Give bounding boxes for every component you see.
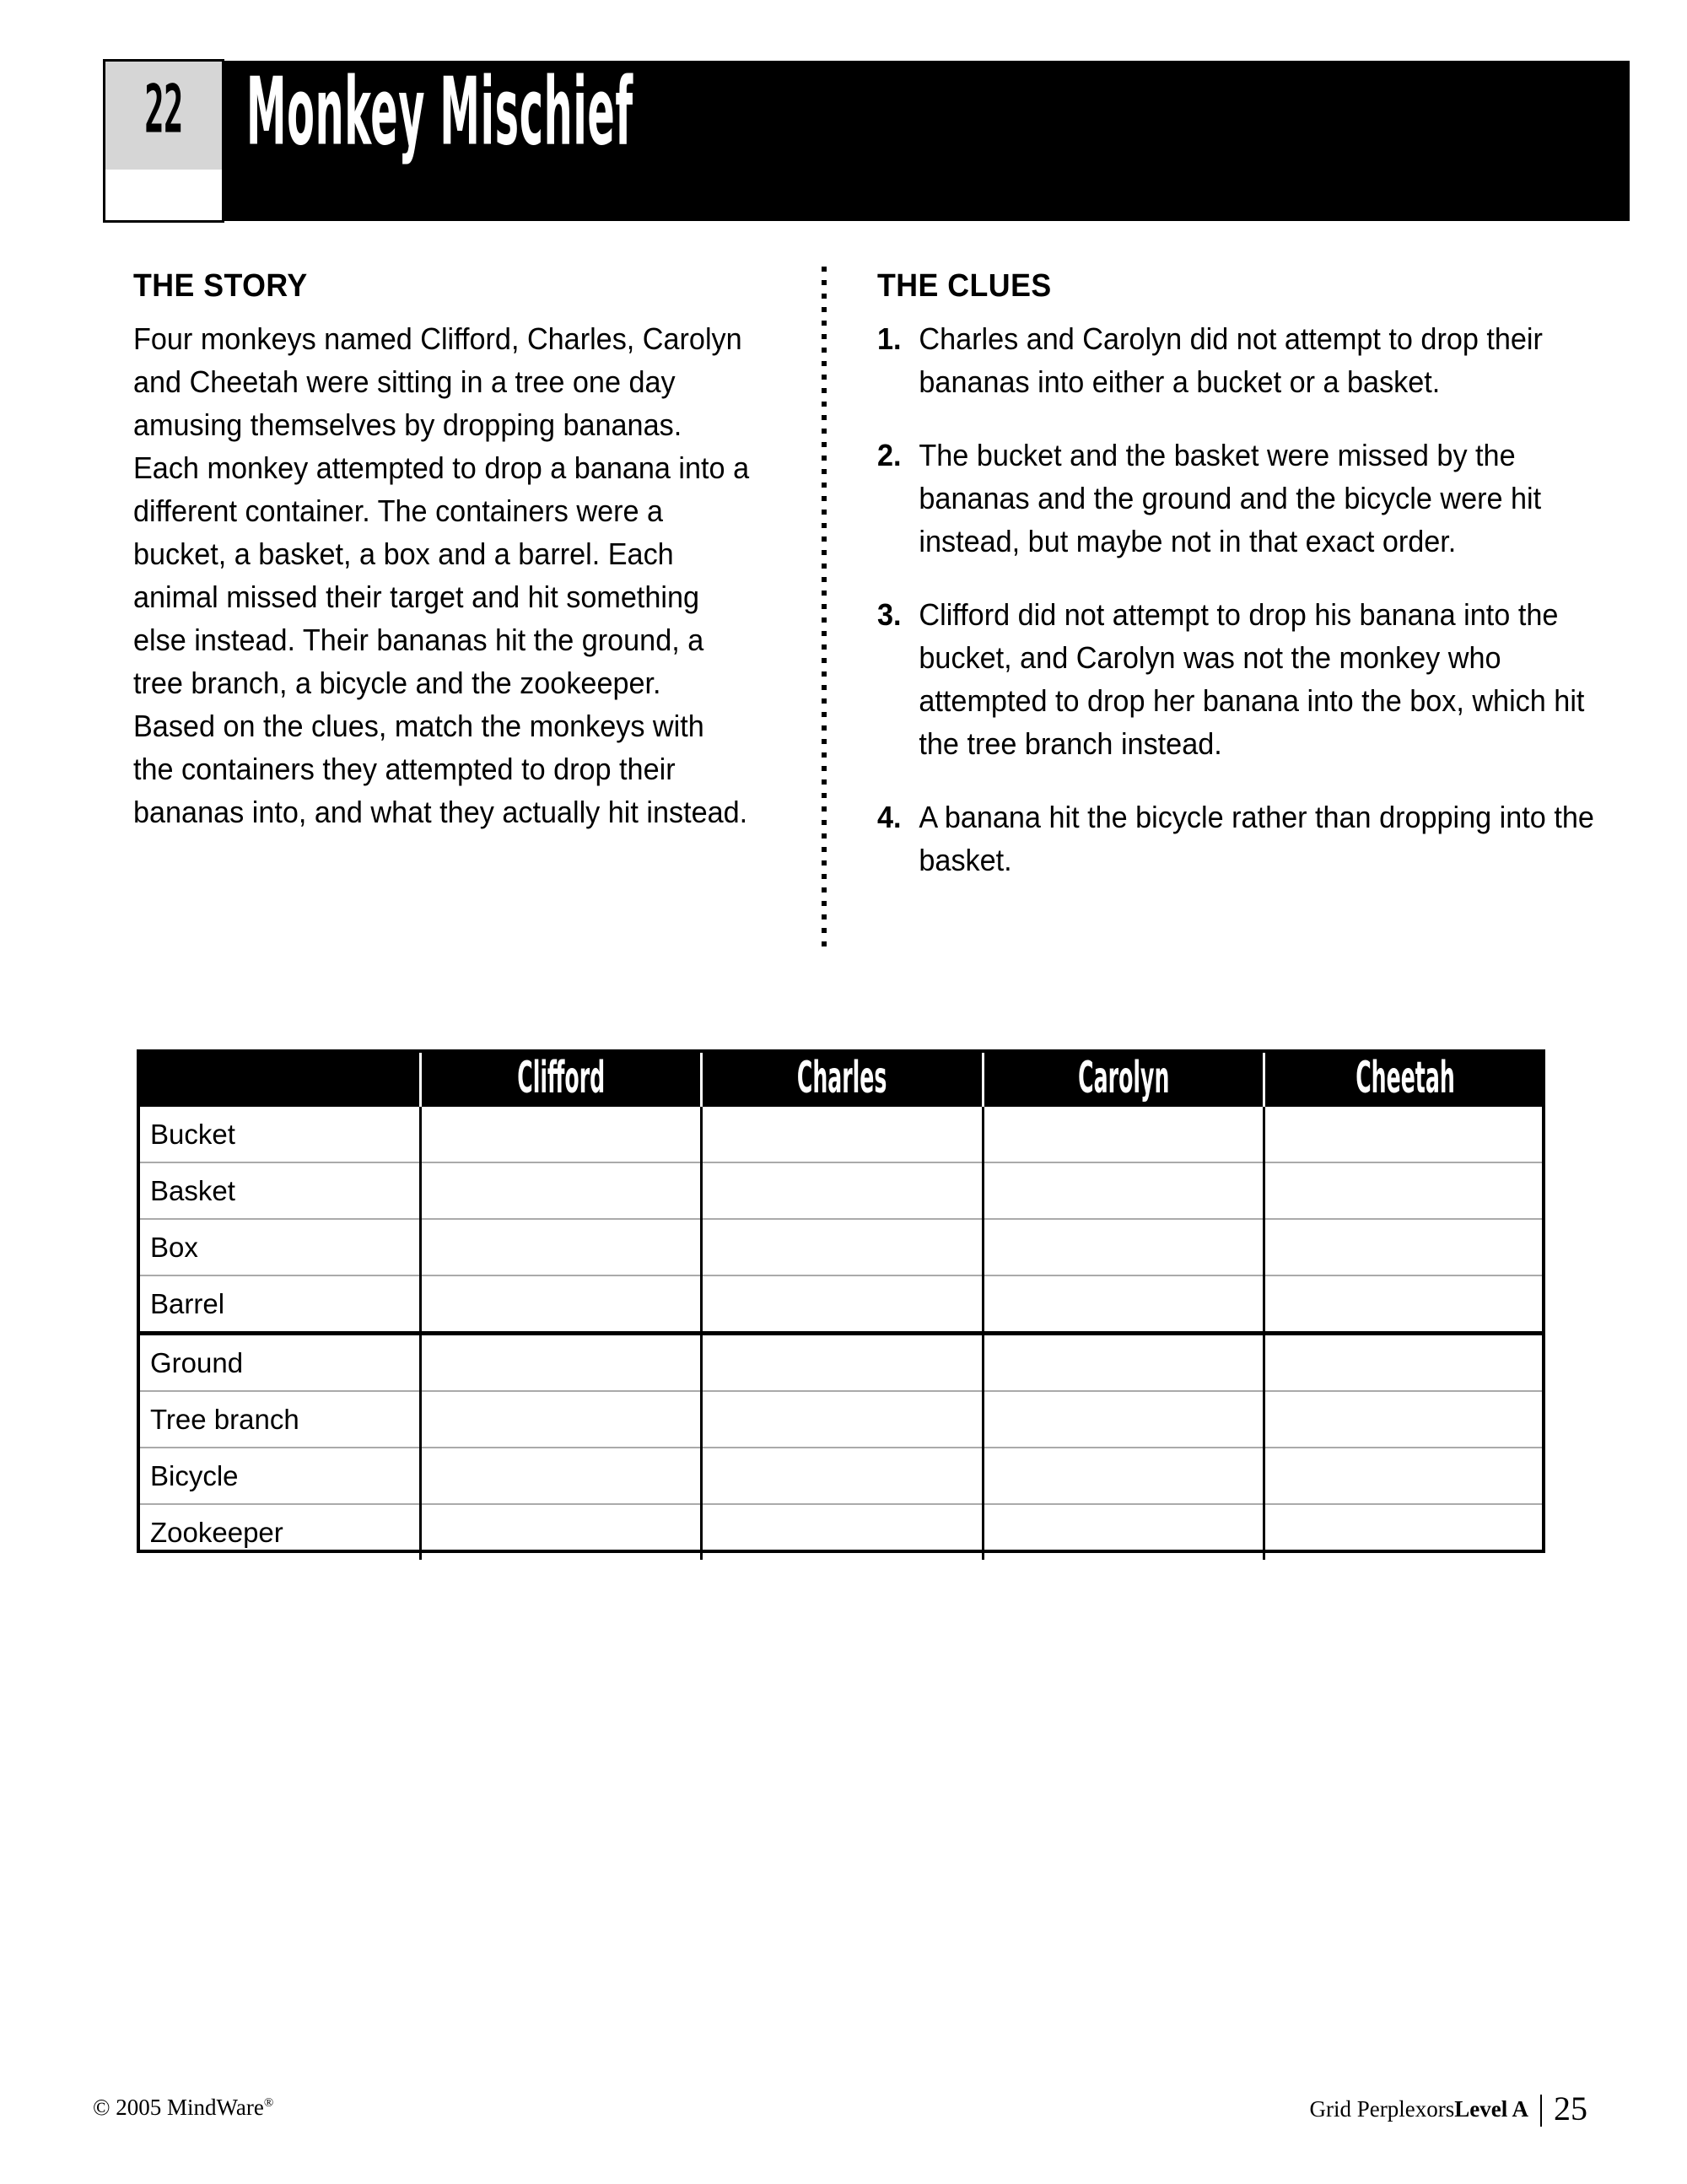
grid-column-header-carolyn: [983, 1049, 1264, 1107]
table-row: [137, 1391, 1545, 1448]
grid-cell[interactable]: [420, 1448, 701, 1504]
table-row: [137, 1275, 1545, 1334]
table-row: [137, 1448, 1545, 1504]
grid-cell[interactable]: [1264, 1219, 1545, 1275]
grid-row-label-bucket: Bucket: [137, 1107, 420, 1162]
story-heading: THE STORY: [133, 268, 308, 304]
grid-cell[interactable]: [702, 1219, 983, 1275]
grid-cell[interactable]: [983, 1275, 1264, 1334]
grid-cell[interactable]: [702, 1448, 983, 1504]
grid-cell[interactable]: [420, 1504, 701, 1560]
grid-cell[interactable]: [1264, 1448, 1545, 1504]
clue-item: [877, 317, 1616, 403]
grid-cell[interactable]: [983, 1448, 1264, 1504]
clue-text: Clifford did not attempt to drop his banana into the bucket, and Carolyn was not the monkey who attempted to drop her banana into the box, which hit the tree branch instead.: [919, 597, 1585, 761]
clue-text: Charles and Carolyn did not attempt to drop their bananas into either a bucket or a basket.: [919, 321, 1543, 399]
clue-text: The bucket and the basket were missed by the bananas and the ground and the bicycle were hit instead, but maybe not in that exact order.: [919, 438, 1542, 558]
table-row: [137, 1107, 1545, 1162]
grid-cell[interactable]: [983, 1334, 1264, 1392]
logic-grid-header: [137, 1049, 1545, 1107]
grid-row-label-barrel: Barrel: [137, 1275, 420, 1334]
page-number: 25: [1554, 2090, 1587, 2127]
grid-cell[interactable]: [702, 1107, 983, 1162]
clue-number: 3.: [877, 597, 902, 632]
clue-item: [877, 795, 1616, 882]
grid-row-label-tree-branch: Tree branch: [137, 1391, 420, 1448]
puzzle-number-label: 22: [144, 70, 183, 148]
clue-list: [877, 317, 1594, 882]
clue-item: [877, 593, 1616, 765]
footer-copyright-text: © 2005 MindWare: [93, 2095, 264, 2120]
grid-cell[interactable]: [420, 1391, 701, 1448]
grid-column-header-charles: [702, 1049, 983, 1107]
table-row: [137, 1334, 1545, 1392]
grid-row-label-bicycle: Bicycle: [137, 1448, 420, 1504]
grid-cell[interactable]: [702, 1162, 983, 1219]
table-row: [137, 1219, 1545, 1275]
clue-item: [877, 434, 1616, 563]
clue-number: 4.: [877, 800, 902, 834]
grid-column-header-clifford: [420, 1049, 701, 1107]
footer-level: Level A: [1454, 2095, 1528, 2122]
grid-row-label-box: Box: [137, 1219, 420, 1275]
grid-cell[interactable]: [420, 1275, 701, 1334]
grid-cell[interactable]: [1264, 1334, 1545, 1392]
grid-cell[interactable]: [420, 1162, 701, 1219]
puzzle-number-badge: [103, 59, 224, 223]
grid-cell[interactable]: [702, 1334, 983, 1392]
grid-corner-cell: [137, 1049, 420, 1107]
grid-cell[interactable]: [983, 1162, 1264, 1219]
clues-heading: THE CLUES: [877, 268, 1052, 304]
logic-grid-body: [137, 1107, 1545, 1560]
table-row: [137, 1162, 1545, 1219]
footer-series-info: [1310, 2092, 1587, 2126]
grid-cell[interactable]: [702, 1504, 983, 1560]
page-title: Monkey Mischief: [246, 58, 633, 167]
story-text: Four monkeys named Clifford, Charles, Carolyn and Cheetah were sitting in a tree one day amusing themselves by dropping bananas. Each monkey attempted to drop a banana into a different container. The containers were a bucket, a basket, a box and a barrel. Each animal missed their target and hit something else instead. Their bananas hit the ground, a tree branch, a bicycle and the zookeeper. Based on the clues, match the monkeys with the containers they attempted to drop their bananas into, and what they actually hit instead.: [133, 321, 750, 829]
column-divider: [822, 267, 827, 946]
footer-copyright: [93, 2096, 273, 2119]
grid-row-label-zookeeper: Zookeeper: [137, 1504, 420, 1560]
logic-grid-table: [137, 1049, 1545, 1560]
grid-cell[interactable]: [983, 1391, 1264, 1448]
grid-cell[interactable]: [420, 1107, 701, 1162]
table-header-row: [137, 1049, 1545, 1107]
footer-series-name: Grid Perplexors: [1309, 2095, 1455, 2122]
grid-cell[interactable]: [1264, 1275, 1545, 1334]
table-row: [137, 1504, 1545, 1560]
grid-cell[interactable]: [420, 1334, 701, 1392]
grid-column-header-label: Clifford: [517, 1053, 606, 1103]
grid-cell[interactable]: [983, 1107, 1264, 1162]
grid-column-header-cheetah: [1264, 1049, 1545, 1107]
footer-divider-rule: [1540, 2095, 1542, 2127]
grid-cell[interactable]: [983, 1504, 1264, 1560]
grid-cell[interactable]: [702, 1275, 983, 1334]
registered-mark-icon: ®: [263, 2096, 274, 2110]
clues-section: [877, 268, 1594, 912]
grid-cell[interactable]: [1264, 1107, 1545, 1162]
clue-text: A banana hit the bicycle rather than dropping into the basket.: [919, 800, 1594, 877]
grid-column-header-label: Carolyn: [1077, 1053, 1169, 1103]
grid-column-header-label: Cheetah: [1356, 1053, 1455, 1103]
grid-cell[interactable]: [702, 1391, 983, 1448]
grid-row-label-ground: Ground: [137, 1334, 420, 1392]
logic-grid: [137, 1049, 1545, 1560]
grid-column-header-label: Charles: [797, 1053, 887, 1103]
clue-number: 2.: [877, 438, 902, 472]
grid-cell[interactable]: [983, 1219, 1264, 1275]
grid-cell[interactable]: [1264, 1504, 1545, 1560]
story-section: [133, 270, 749, 833]
grid-row-label-basket: Basket: [137, 1162, 420, 1219]
clue-number: 1.: [877, 321, 902, 356]
grid-cell[interactable]: [420, 1219, 701, 1275]
grid-cell[interactable]: [1264, 1391, 1545, 1448]
grid-cell[interactable]: [1264, 1162, 1545, 1219]
